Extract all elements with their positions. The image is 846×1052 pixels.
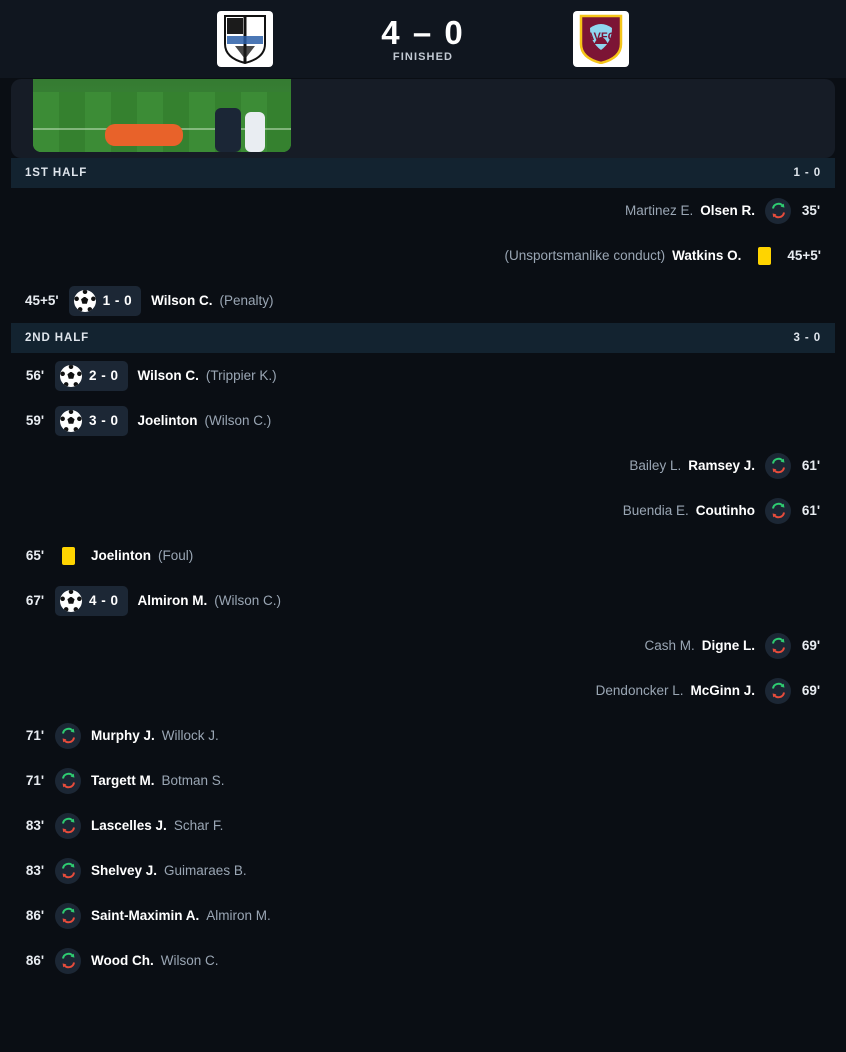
event-row[interactable] [11, 758, 835, 803]
player-in: Joelinton [91, 548, 151, 563]
goal-pill [55, 361, 128, 391]
event-names [91, 953, 219, 968]
svg-text:AVFC: AVFC [586, 31, 616, 43]
event-row[interactable] [11, 803, 835, 848]
player-out: Cash M. [644, 638, 695, 653]
substitution-icon [765, 633, 791, 659]
event-row[interactable] [11, 848, 835, 893]
football-icon [60, 590, 82, 612]
goal-score: 1 - 0 [102, 293, 133, 308]
event-names [629, 458, 755, 473]
player-out: Buendia E. [622, 503, 689, 518]
match-highlight-thumbnail[interactable] [33, 79, 291, 152]
goal-pill [55, 586, 128, 616]
period-header-first-half [11, 158, 835, 188]
period-label: 1ST HALF [25, 167, 88, 179]
event-row[interactable] [11, 623, 835, 668]
event-minute: 67' [25, 593, 45, 608]
period-score: 1 - 0 [793, 167, 821, 179]
player-in: McGinn J. [690, 683, 755, 698]
event-minute: 45+5' [25, 293, 59, 308]
event-minute: 71' [25, 773, 45, 788]
yellow-card-icon [55, 543, 81, 569]
player-out: Martinez E. [624, 203, 694, 218]
goal-detail: (Penalty) [219, 293, 274, 308]
player-out: Wilson C. [160, 953, 219, 968]
event-row[interactable] [11, 893, 835, 938]
event-minute: 69' [801, 683, 821, 698]
event-minute: 86' [25, 953, 45, 968]
player-in: Ramsey J. [688, 458, 755, 473]
event-names [91, 863, 247, 878]
event-row[interactable] [11, 713, 835, 758]
event-row[interactable] [11, 938, 835, 983]
player-in: Wilson C. [151, 293, 213, 308]
football-icon [74, 290, 96, 312]
period-header-second-half [11, 323, 835, 353]
event-names [91, 818, 223, 833]
substitution-icon [55, 858, 81, 884]
player-in: Almiron M. [137, 593, 208, 608]
event-names [91, 548, 193, 563]
event-names [151, 293, 273, 308]
event-minute: 71' [25, 728, 45, 743]
event-minute: 59' [25, 413, 45, 428]
player-in: Shelvey J. [91, 863, 158, 878]
event-minute: 86' [25, 908, 45, 923]
event-row[interactable] [11, 578, 835, 623]
event-minute: 61' [801, 503, 821, 518]
player-out: Almiron M. [206, 908, 271, 923]
substitution-icon [55, 768, 81, 794]
player-out: Botman S. [161, 773, 225, 788]
event-names [644, 638, 755, 653]
player-out: Guimaraes B. [164, 863, 247, 878]
player-out: Willock J. [161, 728, 219, 743]
player-in: Wilson C. [137, 368, 199, 383]
substitution-icon [765, 453, 791, 479]
player-in: Olsen R. [700, 203, 755, 218]
newcastle-crest-icon[interactable] [217, 11, 273, 67]
event-minute: 83' [25, 818, 45, 833]
player-in: Saint-Maximin A. [91, 908, 200, 923]
event-names [138, 413, 272, 428]
event-minute: 61' [801, 458, 821, 473]
goal-score: 4 - 0 [89, 593, 119, 608]
goal-pill [55, 406, 128, 436]
match-score: 4 – 0 [381, 13, 465, 51]
event-names [91, 908, 271, 923]
card-reason: (Foul) [158, 548, 194, 563]
event-minute: 35' [801, 203, 821, 218]
event-row[interactable] [11, 488, 835, 533]
substitution-icon [55, 903, 81, 929]
player-in: Digne L. [701, 638, 755, 653]
period-label: 2ND HALF [25, 332, 90, 344]
event-minute: 83' [25, 863, 45, 878]
event-row[interactable] [11, 398, 835, 443]
event-names [91, 728, 219, 743]
player-out: Bailey L. [629, 458, 682, 473]
football-icon [60, 365, 82, 387]
substitution-icon [765, 498, 791, 524]
event-names [596, 683, 755, 698]
player-in: Wood Ch. [91, 953, 154, 968]
goal-score: 3 - 0 [89, 413, 119, 428]
player-figure [215, 108, 241, 152]
aston-villa-crest-icon[interactable] [573, 11, 629, 67]
match-status: FINISHED [392, 50, 454, 63]
event-minute: 69' [801, 638, 821, 653]
event-minute: 56' [25, 368, 45, 383]
goal-detail: (Trippier K.) [205, 368, 277, 383]
card-reason: (Unsportsmanlike conduct) [504, 248, 666, 263]
events-second-half [11, 353, 835, 983]
yellow-card-icon [751, 243, 777, 269]
match-header [0, 0, 846, 79]
score-block [273, 13, 573, 63]
substitution-icon [55, 948, 81, 974]
substitution-icon [765, 198, 791, 224]
event-names [505, 248, 742, 263]
player-in: Lascelles J. [91, 818, 167, 833]
player-figure [105, 124, 183, 146]
football-icon [60, 410, 82, 432]
match-highlight-card[interactable] [11, 79, 835, 158]
event-names [91, 773, 225, 788]
event-names [625, 203, 755, 218]
event-names [138, 593, 282, 608]
period-score: 3 - 0 [793, 332, 821, 344]
event-names [623, 503, 755, 518]
substitution-icon [765, 678, 791, 704]
event-minute: 65' [25, 548, 45, 563]
event-row[interactable] [11, 188, 835, 233]
player-in: Murphy J. [91, 728, 155, 743]
player-out: Dendoncker L. [595, 683, 684, 698]
player-out: Schar F. [173, 818, 224, 833]
player-in: Watkins O. [672, 248, 742, 263]
substitution-icon [55, 813, 81, 839]
event-names [138, 368, 277, 383]
event-row[interactable] [11, 533, 835, 578]
goal-detail: (Wilson C.) [204, 413, 272, 428]
event-row[interactable] [11, 353, 835, 398]
substitution-icon [55, 723, 81, 749]
events-first-half [11, 188, 835, 323]
player-in: Coutinho [695, 503, 755, 518]
event-minute: 45+5' [787, 248, 821, 263]
event-row[interactable] [11, 668, 835, 713]
goal-detail: (Wilson C.) [214, 593, 282, 608]
player-in: Targett M. [91, 773, 155, 788]
player-in: Joelinton [137, 413, 198, 428]
goal-pill [69, 286, 142, 316]
event-row[interactable] [11, 233, 835, 278]
event-row[interactable] [11, 443, 835, 488]
event-row[interactable] [11, 278, 835, 323]
goal-score: 2 - 0 [89, 368, 119, 383]
player-figure [245, 112, 265, 152]
